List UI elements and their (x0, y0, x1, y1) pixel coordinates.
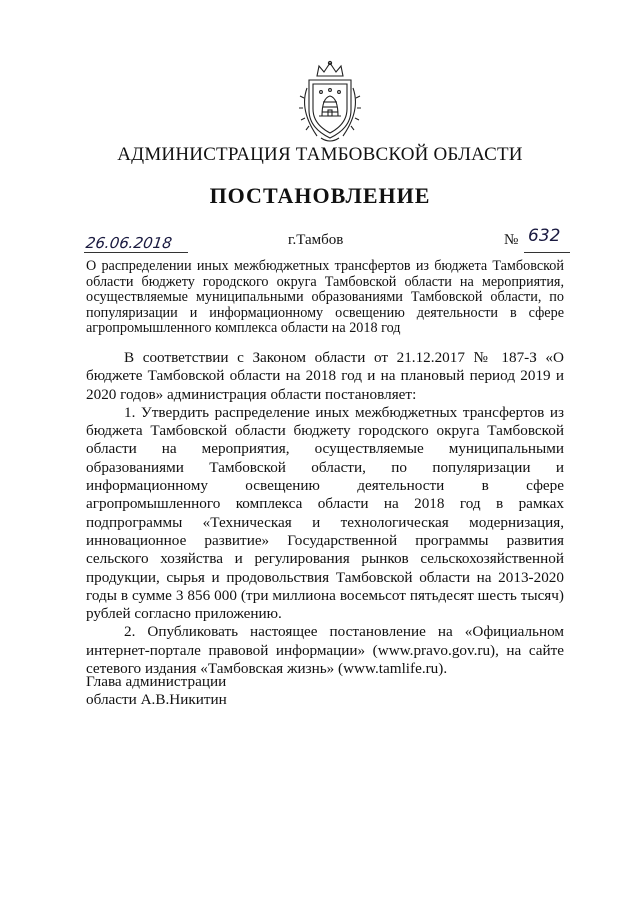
body-item-1: 1. Утвердить распределение иных межбюджетных трансфертов из бюджета Тамбовской области бюджету городского округа Тамбовской области на мероприятия, осуществляемые муниципальными образованиями Тамбовской области, по популяризации и информационному освещению деятельности в сфере агропромышленного комплекса области на 2018 год в рамках подпрограммы «Техническая и технологическая модернизация, инновационное развитие» Государственной программы развития сельского хозяйства и регулирования рынков сельскохозяйственной продукции, сырья и продовольствия Тамбовской области на 2013-2020 годы в сумме 3 856 000 (три миллиона восемьсот пятьдесят шесть тысяч) рублей согласно приложению. (86, 403, 564, 623)
document-city: г.Тамбов (288, 232, 344, 248)
document-subject: О распределении иных межбюджетных трансфертов из бюджета Тамбовской области бюджету городского округа Тамбовской области на мероприятия, осуществляемые муниципальными образованиями Тамбовской области, по популяризации и информационному освещению деятельности в сфере агропромышленного комплекса области на 2018 год (86, 258, 564, 336)
document-body (86, 349, 564, 678)
document-number: 632 (528, 226, 561, 246)
date-underline (84, 252, 188, 253)
document-date: 26.06.2018 (84, 234, 174, 252)
number-sign: № (504, 232, 519, 248)
authority-title: АДМИНИСТРАЦИЯ ТАМБОВСКОЙ ОБЛАСТИ (117, 144, 523, 165)
tambov-coat-of-arms-icon (295, 58, 365, 144)
body-intro: В соответствии с Законом области от 21.12.2017 № 187-З «О бюджете Тамбовской области на 2018 год и на плановый период 2019 и 2020 годов» администрация области постановляет: (86, 349, 564, 403)
signature-block (86, 673, 227, 709)
number-underline (524, 252, 570, 253)
body-item-2: 2. Опубликовать настоящее постановление на «Официальном интернет-портале правовой информации» (www.pravo.gov.ru), на сайте сетевого издания «Тамбовская жизнь» (www.tamlife.ru). (86, 623, 564, 678)
document-type-title: ПОСТАНОВЛЕНИЕ (209, 183, 431, 208)
signature-name: области А.В.Никитин (86, 691, 227, 708)
signature-position: Глава администрации (86, 673, 227, 690)
